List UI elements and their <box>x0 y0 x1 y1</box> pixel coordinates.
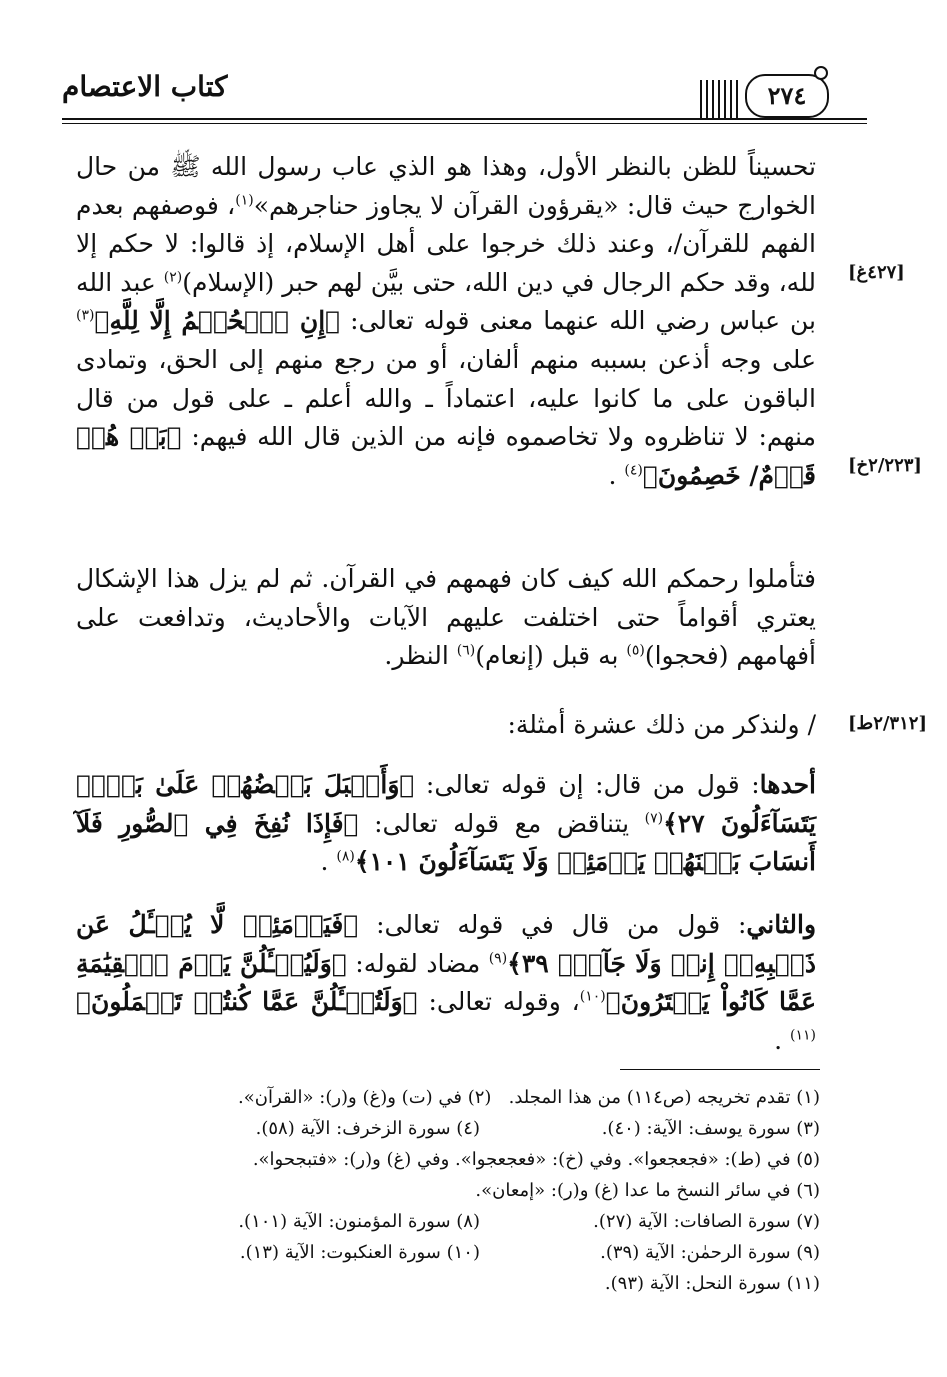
margin-ref-1: [٤٢٧غ] <box>848 262 905 283</box>
p1-text-4: على وجه أذعن بسببه منهم ألفان، أو من رجع منهم إلى الحق، وتمادى الباقون على ما كانوا عليه، اعتماداً ـ والله أعلم ـ على قول من قال منهم: لا تناظروه ولا تخاصموه فإنه من الذين قال الله فيهم: <box>76 344 816 452</box>
p4-text-3: . <box>320 847 337 877</box>
footnote-6: (٦) في سائر النسخ ما عدا (غ) و(ر): «إمعان». <box>475 1180 820 1201</box>
footnote-row <box>140 1175 820 1206</box>
quran-verse: ﴿بَلۡ هُمۡ قَوۡمٌ/ خَصِمُونَ﴾ <box>76 422 816 490</box>
quran-verse: ﴿فَيَوۡمَئِذٖ لَّا يُسۡـَٔلُ عَن ذَنۢبِهِۦٓ إِنسٞ وَلَا جَآنّٞ ٣٩﴾ <box>76 910 816 978</box>
footnote-ref-1: (١) <box>235 192 254 209</box>
footnote-ref-5: (٥) <box>626 642 645 659</box>
p1-text-5: . <box>608 460 625 490</box>
footnote-3: (٣) سورة يوسف: الآية: (٤٠). <box>601 1118 820 1139</box>
paragraph-3: / ولنذكر من ذلك عشرة أمثلة: <box>507 710 816 739</box>
p2-text-2: به قبل (إنعام) <box>475 641 627 671</box>
footnote-ref-10: (١٠) <box>579 988 606 1005</box>
header-ornament-bars <box>700 80 742 118</box>
footnote-9: (٩) سورة الرحمٰن: الآية (٣٩). <box>600 1242 820 1263</box>
header-ornament-circle <box>814 66 828 80</box>
p1-text-3: عبد الله بن عباس رضي الله عنهما معنى قوله تعالى: <box>76 267 817 336</box>
footnote-ref-7: (٧) <box>644 810 664 827</box>
footnote-ref-11: (١١) <box>790 1027 816 1044</box>
footnote-4: (٤) سورة الزخرف: الآية (٥٨). <box>255 1118 480 1139</box>
footnote-2: (٢) في (ت) و(غ) و(ر): «القرآن». <box>238 1087 492 1108</box>
quran-verse: ﴿إِنِ ٱلۡحُكۡمُ إِلَّا لِلَّهِ﴾ <box>94 306 341 336</box>
quran-verse: ﴿وَأَقۡبَلَ بَعۡضُهُمۡ عَلَىٰ بَعۡضٖ يَتَسَآءَلُونَ ٢٧﴾ <box>76 770 816 838</box>
quran-verse: ﴿وَلَيُسۡـَٔلُنَّ يَوۡمَ ٱلۡقِيَٰمَةِ عَمَّا كَانُواْ يَفۡتَرُونَ﴾ <box>76 948 817 1017</box>
footnote-row <box>140 1144 820 1175</box>
footnote-5: (٥) في (ط): «فجعجعوا». وفي (خ): «فعجعجوا». وفي (غ) و(ر): «فتبجحوا». <box>252 1149 820 1170</box>
footnote-8: (٨) سورة المؤمنون: الآية (١٠١). <box>238 1211 480 1232</box>
footnote-ref-6: (٦) <box>456 642 476 659</box>
p5-text-3: ، وقوله تعالى: <box>417 987 580 1017</box>
p1-text-1: تحسيناً للظن بالنظر الأول، وهذا هو الذي عاب رسول الله ﷺ من حال الخوارج حيث قال: «يقرؤون القرآن لا يجاوز حناجرهم» <box>76 152 816 220</box>
footnote-separator <box>620 1069 820 1070</box>
p2-text-1: فتأملوا رحمكم الله كيف كان فهمهم في القرآن. ثم لم يزل هذا الإشكال يعتري أقواماً حتى اختلفت عليهم الآيات والأحاديث، وتدافعت على أفهامهم (فحجوا) <box>76 564 816 671</box>
p2-text-3: النظر. <box>384 641 457 671</box>
header-rule <box>62 118 867 120</box>
example-lead: والثاني <box>746 910 817 939</box>
page-number: ٢٧٤ <box>745 74 829 118</box>
footnote-1: (١) تقدم تخريجه (ص١١٤) من هذا المجلد. <box>508 1087 820 1108</box>
p1-text-2: ، فوصفهم بعدم الفهم للقرآن/، وعند ذلك خرجوا على أهل الإسلام، إذ قالوا: لا حكم إلا لله، وقد حكم الرجال في دين الله، حتى بيَّن لهم حبر (الإسلام) <box>76 190 816 297</box>
p5-text-1: : قول من قال في قوله تعالى: <box>358 910 747 939</box>
footnote-ref-4: (٤) <box>624 462 643 479</box>
footnote-7: (٧) سورة الصافات: الآية (٢٧). <box>593 1211 820 1232</box>
footnote-ref-9: (٩) <box>488 950 508 967</box>
p4-text-1: : قول من قال: إن قوله تعالى: <box>414 770 760 799</box>
footnote-ref-2: (٢) <box>163 269 183 286</box>
p5-text-2: مضاد لقوله: <box>346 948 489 978</box>
footnote-10: (١٠) سورة العنكبوت: الآية (١٣). <box>239 1242 480 1263</box>
footnote-row <box>140 1268 820 1299</box>
paragraph-1 <box>76 148 816 495</box>
footnote-row <box>140 1237 820 1268</box>
paragraph-5 <box>76 906 816 1060</box>
footnote-ref-8: (٨) <box>336 848 355 865</box>
footnote-ref-3: (٣) <box>76 308 95 325</box>
footnote-row <box>140 1113 820 1144</box>
margin-ref-2: [٢/٢٢٣خ] <box>848 455 922 476</box>
footnote-row <box>140 1206 820 1237</box>
footnote-11: (١١) سورة النحل: الآية (٩٣). <box>604 1273 820 1294</box>
paragraph-4 <box>76 766 816 882</box>
paragraph-2 <box>76 560 816 676</box>
quran-verse: ﴿فَإِذَا نُفِخَ فِي ٱلصُّورِ فَلَآ أَنسَابَ بَيۡنَهُمۡ يَوۡمَئِذٖ وَلَا يَتَسَآءَلُونَ ١٠١﴾ <box>76 808 816 877</box>
margin-ref-3: [٢/٣١٢ط] <box>848 713 927 734</box>
header-rule-thin <box>62 123 867 124</box>
quran-verse: ﴿وَلَتُسۡـَٔلُنَّ عَمَّا كُنتُمۡ تَعۡمَلُونَ﴾ <box>76 987 418 1017</box>
footnote-row <box>140 1082 820 1113</box>
p5-text-4: . <box>774 1025 791 1055</box>
book-title: كتاب الاعتصام <box>62 70 228 103</box>
footnotes <box>140 1082 820 1299</box>
example-lead: أحدها <box>759 770 816 799</box>
p4-text-2: يتناقض مع قوله تعالى: <box>358 808 645 838</box>
